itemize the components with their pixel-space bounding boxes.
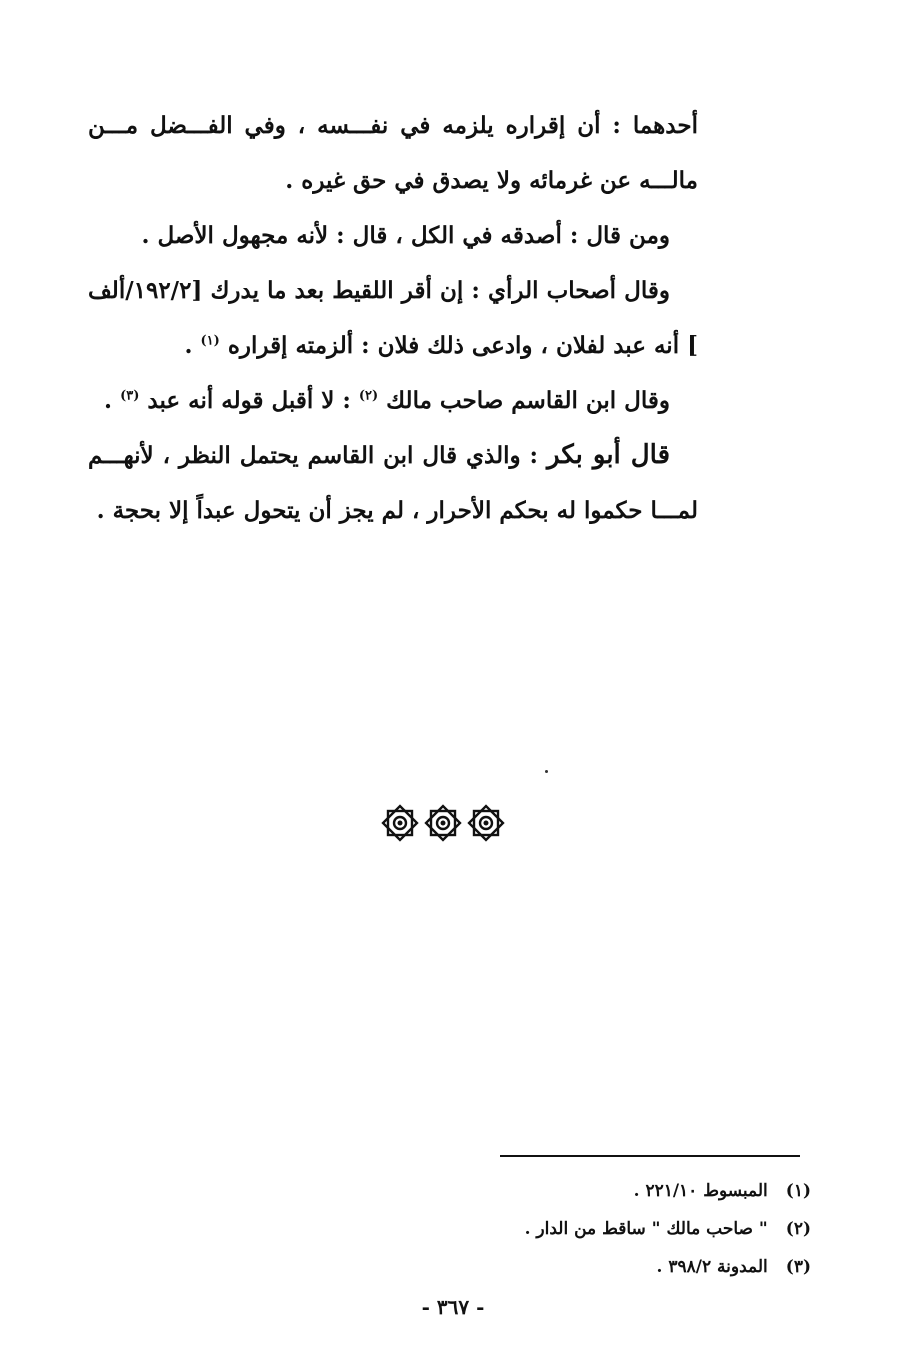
paragraph-2-text: ومن قال : أصدقه في الكل ، قال : لأنه مجهول الأصل . [141, 222, 670, 249]
star-ornament-icon [380, 803, 420, 843]
footnote-ref-2[interactable]: (٢) [358, 388, 379, 404]
paragraph-4 [88, 373, 698, 428]
page-number: - ٣٦٧ - [421, 1295, 485, 1319]
paragraph-5-text: : والذي قال ابن القاسم يحتمل النظر ، لأنهـــم لمـــا حكموا له بحكم الأحرار ، لم يجز أن يتحول عبداً إلا بحجة . [88, 442, 698, 524]
paragraph-1-line-1: أحدهما : أن إقراره يلزمه في نفـــسه ، وفي الفـــضل مـــن مالـــه [88, 112, 698, 194]
main-text [88, 98, 698, 538]
footnote-3 [411, 1248, 811, 1286]
speaker-label: قال أبو بكر [546, 440, 670, 470]
footnote-separator [500, 1155, 800, 1157]
print-speck [545, 770, 548, 773]
star-ornament-icon [466, 803, 506, 843]
paragraph-3 [88, 263, 698, 373]
paragraph-1 [88, 98, 698, 208]
footnote-number: (٣) [785, 1257, 811, 1277]
paragraph-2 [88, 208, 698, 263]
footnote-text: " صاحب مالك " ساقط من الدار . [524, 1219, 768, 1239]
footnote-number: (٢) [785, 1219, 811, 1239]
footnote-text: المدونة ٣٩٨/٢ . [656, 1257, 768, 1277]
paragraph-3-text: وقال أصحاب الرأي : إن أقر اللقيط بعد ما يدرك [١٩٢/٢/ألف ] أنه عبد لفلان ، وادعى ذلك فلان : ألزمته إقراره [88, 277, 698, 359]
footnote-text: المبسوط ٢٢١/١٠ . [633, 1181, 768, 1201]
paragraph-5 [88, 428, 698, 538]
footnote-number: (١) [785, 1181, 811, 1201]
footnote-ref-1[interactable]: (١) [200, 333, 220, 349]
footnote-2 [411, 1210, 811, 1248]
paragraph-1-line-2: عن غرمائه ولا يصدق في حق غيره . [285, 167, 632, 194]
footnote-1 [411, 1172, 811, 1210]
paragraph-3-end: . [184, 332, 201, 359]
paragraph-4-end: . [104, 387, 121, 414]
star-ornament-icon [423, 803, 463, 843]
footnotes [411, 1172, 811, 1286]
footnote-ref-3[interactable]: (٣) [120, 388, 140, 404]
paragraph-4-mid: : لا أقبل قوله أنه عبد [147, 387, 359, 414]
three-star-ornament-icon [380, 800, 506, 846]
paragraph-4-text: وقال ابن القاسم صاحب مالك [386, 387, 670, 414]
